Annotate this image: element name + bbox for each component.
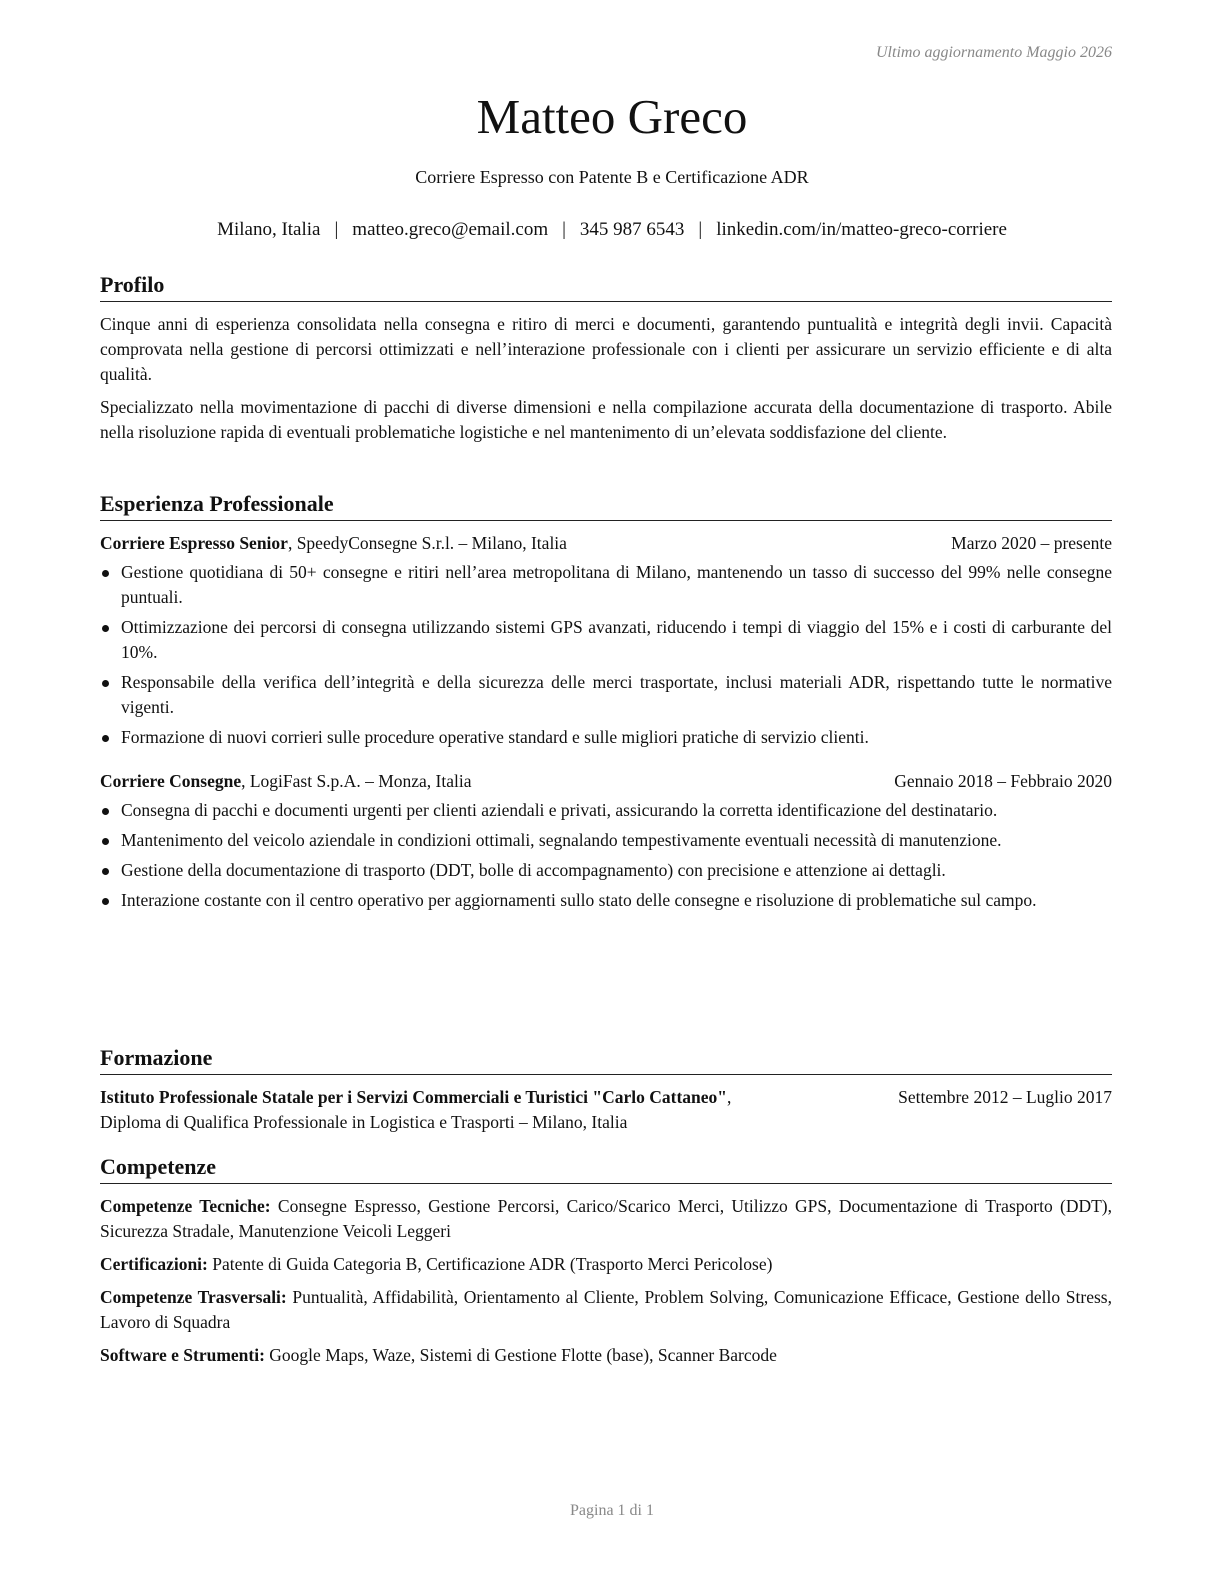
job-title-company: [100, 531, 567, 556]
job-dates: Marzo 2020 – presente: [951, 533, 1112, 553]
job-entry: [100, 769, 1112, 913]
bullet-item: Mantenimento del veicolo aziendale in condizioni ottimali, segnalando tempestivamente eventuali necessità di manutenzione.: [100, 828, 1112, 853]
skill-value: Puntualità, Affidabilità, Orientamento al Cliente, Problem Solving, Comunicazione Efficace, Gestione dello Stress, Lavoro di Squadra: [100, 1287, 1112, 1332]
bullet-icon: [102, 868, 109, 875]
job-role: Corriere Espresso Senior: [100, 533, 288, 553]
job-header: [100, 531, 1112, 556]
education-title: Formazione: [100, 1043, 1112, 1075]
tagline: Corriere Espresso con Patente B e Certificazione ADR: [415, 167, 809, 187]
skill-value: Consegne Espresso, Gestione Percorsi, Carico/Scarico Merci, Utilizzo GPS, Documentazione di Trasporto (DDT), Sicurezza Stradale, Manutenzione Veicoli Leggeri: [100, 1196, 1112, 1241]
contact-email[interactable]: matteo.greco@email.com: [352, 219, 549, 240]
bullet-item: Gestione quotidiana di 50+ consegne e ritiri nell’area metropolitana di Milano, mantenendo un tasso di successo del 99% nelle consegne puntuali.: [100, 560, 1112, 610]
candidate-name: Matteo Greco: [476, 89, 748, 144]
contact-separator: |: [698, 219, 703, 240]
skill-label: Competenze Tecniche:: [100, 1196, 271, 1216]
contact-phone[interactable]: 345 987 6543: [579, 219, 685, 240]
skill-row-software: [100, 1343, 1112, 1368]
education-entry: [100, 1085, 1112, 1135]
bullet-icon: [102, 570, 109, 577]
education-comma: ,: [726, 1087, 732, 1107]
bullet-icon: [102, 898, 109, 905]
job-dates: Gennaio 2018 – Febbraio 2020: [894, 771, 1112, 791]
education-school: Istituto Professionale Statale per i Servizi Commerciali e Turistici "Carlo Cattaneo": [100, 1087, 727, 1107]
job-bullets: [100, 560, 1112, 750]
education-degree: Diploma di Qualifica Professionale in Logistica e Trasporti – Milano, Italia: [100, 1112, 628, 1132]
job-title-company: [100, 769, 471, 794]
job-bullets: [100, 798, 1112, 913]
contact-separator: |: [562, 219, 566, 240]
job-header: [100, 769, 1112, 794]
bullet-item: Interazione costante con il centro operativo per aggiornamenti sullo stato delle consegne e risoluzione di problematiche sul campo.: [100, 888, 1112, 913]
skill-value: Patente di Guida Categoria B, Certificazione ADR (Trasporto Merci Pericolose): [207, 1254, 773, 1274]
page-number: Pagina 1 di 1: [570, 1502, 654, 1519]
skills-section: [100, 1152, 1112, 1376]
last-updated: Ultimo aggiornamento Maggio 2026: [876, 44, 1112, 61]
bullet-item: Responsabile della verifica dell’integrità e della sicurezza delle merci trasportate, inclusi materiali ADR, rispettando tutte le normative vigenti.: [100, 670, 1112, 720]
job-entry: [100, 531, 1112, 750]
bullet-icon: [102, 838, 109, 845]
contact-location: Milano, Italia: [217, 219, 321, 240]
job-role: Corriere Consegne: [100, 771, 242, 791]
skill-label: Certificazioni:: [100, 1254, 208, 1274]
contact-line: [0, 219, 1224, 241]
contact-separator: |: [334, 219, 339, 240]
job-company: , LogiFast S.p.A. – Monza, Italia: [241, 771, 472, 791]
contact-linkedin[interactable]: linkedin.com/in/matteo-greco-corriere: [716, 219, 1007, 240]
bullet-icon: [102, 625, 109, 632]
skill-label: Competenze Trasversali:: [100, 1287, 287, 1307]
profile-paragraph-1: Cinque anni di esperienza consolidata nella consegna e ritiro di merci e documenti, garantendo puntualità e integrità degli invii. Capacità comprovata nella gestione di percorsi ottimizzati e nell’interazione professionale con i clienti per assicurare un servizio efficiente e di alta qualità.: [100, 314, 1112, 384]
profile-title: Profilo: [100, 270, 1112, 302]
education-section: [100, 1043, 1112, 1135]
experience-section: [100, 489, 1112, 918]
skill-label: Software e Strumenti:: [100, 1345, 265, 1365]
experience-title: Esperienza Professionale: [100, 489, 1112, 521]
education-details: [100, 1085, 880, 1135]
profile-section: [100, 270, 1112, 453]
bullet-item: Gestione della documentazione di trasporto (DDT, bolle di accompagnamento) con precisione e attenzione ai dettagli.: [100, 858, 1112, 883]
bullet-item: Ottimizzazione dei percorsi di consegna utilizzando sistemi GPS avanzati, riducendo i tempi di viaggio del 15% e i costi di carburante del 10%.: [100, 615, 1112, 665]
bullet-icon: [102, 735, 109, 742]
skill-row-certifications: [100, 1252, 1112, 1277]
skill-row-technical: [100, 1194, 1112, 1244]
job-company: , SpeedyConsegne S.r.l. – Milano, Italia: [287, 533, 567, 553]
profile-paragraph-2: Specializzato nella movimentazione di pacchi di diverse dimensioni e nella compilazione accurata della documentazione di trasporto. Abile nella risoluzione rapida di eventuali problematiche logistiche e nel mantenimento di un’elevata soddisfazione del cliente.: [100, 397, 1112, 442]
skills-title: Competenze: [100, 1152, 1112, 1184]
bullet-icon: [102, 680, 109, 687]
skill-row-soft: [100, 1285, 1112, 1335]
skill-value: Google Maps, Waze, Sistemi di Gestione Flotte (base), Scanner Barcode: [264, 1345, 777, 1365]
education-dates: Settembre 2012 – Luglio 2017: [898, 1087, 1112, 1107]
bullet-item: Formazione di nuovi corrieri sulle procedure operative standard e sulle migliori pratiche di servizio clienti.: [100, 725, 1112, 750]
bullet-item: Consegna di pacchi e documenti urgenti per clienti aziendali e privati, assicurando la corretta identificazione del destinatario.: [100, 798, 1112, 823]
bullet-icon: [102, 808, 109, 815]
